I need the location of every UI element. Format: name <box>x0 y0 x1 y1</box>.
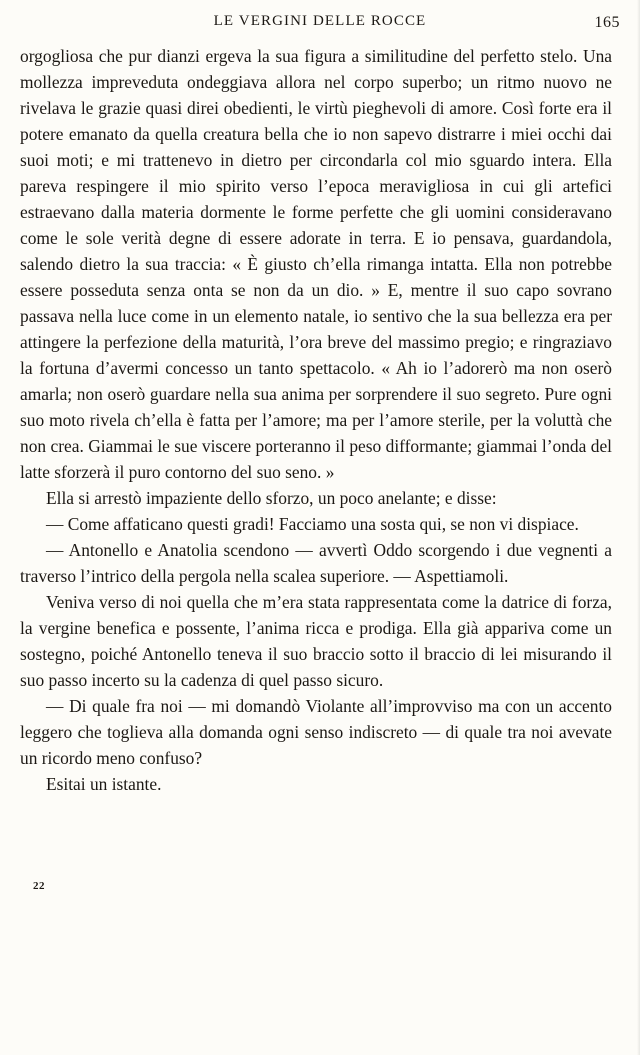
paragraph-continued: orgogliosa che pur dianzi ergeva la sua figura a similitudine del perfetto stelo. Una mollezza impreveduta ondeggiava allora nel corpo superbo; un ritmo nuovo ne rivelava le grazie quasi direi obedienti, le virtù pieghevoli di amore. Così forte era il potere emanato da quella creatura bella che io non sapevo distrarre i miei occhi dai suoi moti; e mi trattenevo in dietro per circondarla col mio sguardo intera. Ella pareva respingere il mio spirito verso l’epoca meravigliosa in cui gli artefici estraevano dalla materia dormente le forme perfette che gli uomini consideravano come le sole verità degne di essere adorate in terra. E io pensava, guardandola, salendo dietro la sua traccia: « È giusto ch’ella rimanga intatta. Ella non potrebbe essere posseduta senza onta se non da un dio. » E, mentre il suo capo sovrano passava nella luce come in un elemento natale, io sentivo che la sua bellezza era per attingere la perfezione della maturità, l’ora breve del massimo pregio; e ringraziavo la fortuna d’avermi concesso un tanto spettacolo. « Ah io l’adorerò ma non oserò amarla; non oserò guardare nella sua anima per sorprendere il suo segreto. Pure ogni suo moto rivela ch’ella è fatta per l’amore; ma per l’amore sterile, per la voluttà che non crea. Giammai le sue viscere porteranno il peso difformante; giammai l’onda del latte sforzerà il puro contorno del suo seno. » <box>20 46 612 482</box>
body-text <box>20 43 612 797</box>
signature-mark: 22 <box>33 880 45 892</box>
dialogue-paragraph: — Antonello e Anatolia scendono — avvertì Oddo scorgendo i due vegnenti a traverso l’intrico della pergola nella scalea superiore. — Aspettiamoli. <box>20 540 612 586</box>
page-number: 165 <box>594 14 620 31</box>
dialogue-paragraph: — Come affaticano questi gradi! Facciamo una sosta qui, se non vi dispiace. <box>46 514 579 534</box>
paragraph: Ella si arrestò impaziente dello sforzo, un poco anelante; e disse: <box>46 488 497 508</box>
paragraph: Veniva verso di noi quella che m’era stata rappresentata come la datrice di forza, la vergine benefica e possente, l’anima ricca e prodiga. Ella già appariva come un sostegno, poiché Antonello teneva il suo braccio sotto il braccio di lei misurando il suo passo incerto su la cadenza di quel passo sicuro. <box>20 592 612 690</box>
paragraph: Esitai un istante. <box>46 774 162 794</box>
running-title: LE VERGINI DELLE ROCCE <box>213 13 427 29</box>
dialogue-paragraph: — Di quale fra noi — mi domandò Violante all’improvviso ma con un accento leggero che toglieva alla domanda ogni senso indiscreto — di quale tra noi avevate un ricordo meno confuso? <box>20 696 612 768</box>
running-head <box>20 13 620 35</box>
